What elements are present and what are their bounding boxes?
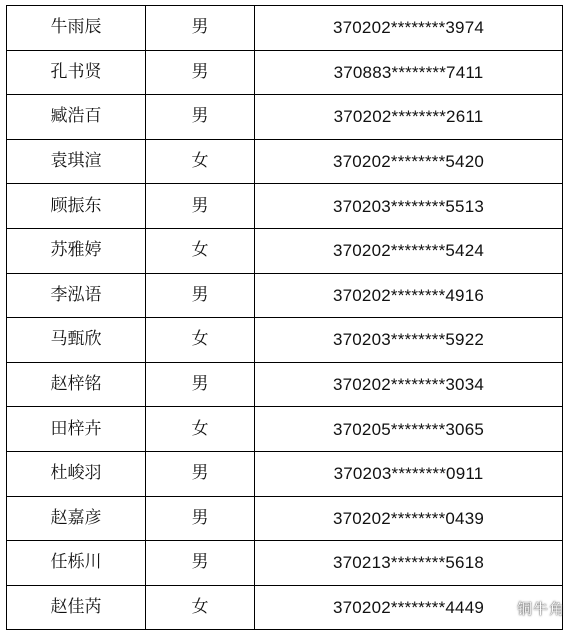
- name-cell: 马甄欣: [7, 318, 146, 363]
- table-row: [7, 541, 563, 586]
- id-number-cell: 370213********5618: [255, 541, 563, 586]
- table-row: [7, 139, 563, 184]
- gender-cell: 男: [146, 362, 255, 407]
- name-cell: 李泓语: [7, 273, 146, 318]
- table-row: [7, 273, 563, 318]
- gender-cell: 男: [146, 496, 255, 541]
- table-row: [7, 318, 563, 363]
- id-number-cell: 370202********3974: [255, 6, 563, 51]
- gender-cell: 男: [146, 541, 255, 586]
- table-row: [7, 50, 563, 95]
- name-cell: 赵嘉彦: [7, 496, 146, 541]
- gender-cell: 女: [146, 139, 255, 184]
- name-cell: 任栎川: [7, 541, 146, 586]
- gender-cell: 女: [146, 407, 255, 452]
- id-number-cell: 370202********4916: [255, 273, 563, 318]
- name-cell: 孔书贤: [7, 50, 146, 95]
- table-row: [7, 95, 563, 140]
- gender-cell: 男: [146, 184, 255, 229]
- table-row: [7, 407, 563, 452]
- watermark-text: 铜牛角: [516, 600, 565, 618]
- name-cell: 臧浩百: [7, 95, 146, 140]
- id-number-cell: 370203********0911: [255, 451, 563, 496]
- gender-cell: 男: [146, 451, 255, 496]
- name-cell: 苏雅婷: [7, 228, 146, 273]
- name-cell: 顾振东: [7, 184, 146, 229]
- table-row: [7, 585, 563, 630]
- name-cell: 袁琪渲: [7, 139, 146, 184]
- table-row: [7, 362, 563, 407]
- table-row: [7, 6, 563, 51]
- table-row: [7, 451, 563, 496]
- id-number-cell: 370203********5513: [255, 184, 563, 229]
- gender-cell: 男: [146, 50, 255, 95]
- gender-cell: 女: [146, 228, 255, 273]
- id-number-cell: 370202********5424: [255, 228, 563, 273]
- id-number-cell: 370202********0439: [255, 496, 563, 541]
- id-number-cell: 370202********5420: [255, 139, 563, 184]
- id-number-cell: 370202********2611: [255, 95, 563, 140]
- id-number-cell: 370205********3065: [255, 407, 563, 452]
- table-row: [7, 496, 563, 541]
- gender-cell: 男: [146, 273, 255, 318]
- id-number-cell: 370883********7411: [255, 50, 563, 95]
- id-number-cell: 370202********3034: [255, 362, 563, 407]
- gender-cell: 女: [146, 318, 255, 363]
- table-row: [7, 228, 563, 273]
- name-cell: 赵梓铭: [7, 362, 146, 407]
- name-cell: 牛雨辰: [7, 6, 146, 51]
- table-row: [7, 184, 563, 229]
- gender-cell: 男: [146, 6, 255, 51]
- name-cell: 田梓卉: [7, 407, 146, 452]
- roster-table: [6, 5, 563, 630]
- id-number-cell: 370202********4449: [255, 585, 563, 630]
- gender-cell: 女: [146, 585, 255, 630]
- gender-cell: 男: [146, 95, 255, 140]
- name-cell: 赵佳芮: [7, 585, 146, 630]
- name-cell: 杜峻羽: [7, 451, 146, 496]
- id-number-cell: 370203********5922: [255, 318, 563, 363]
